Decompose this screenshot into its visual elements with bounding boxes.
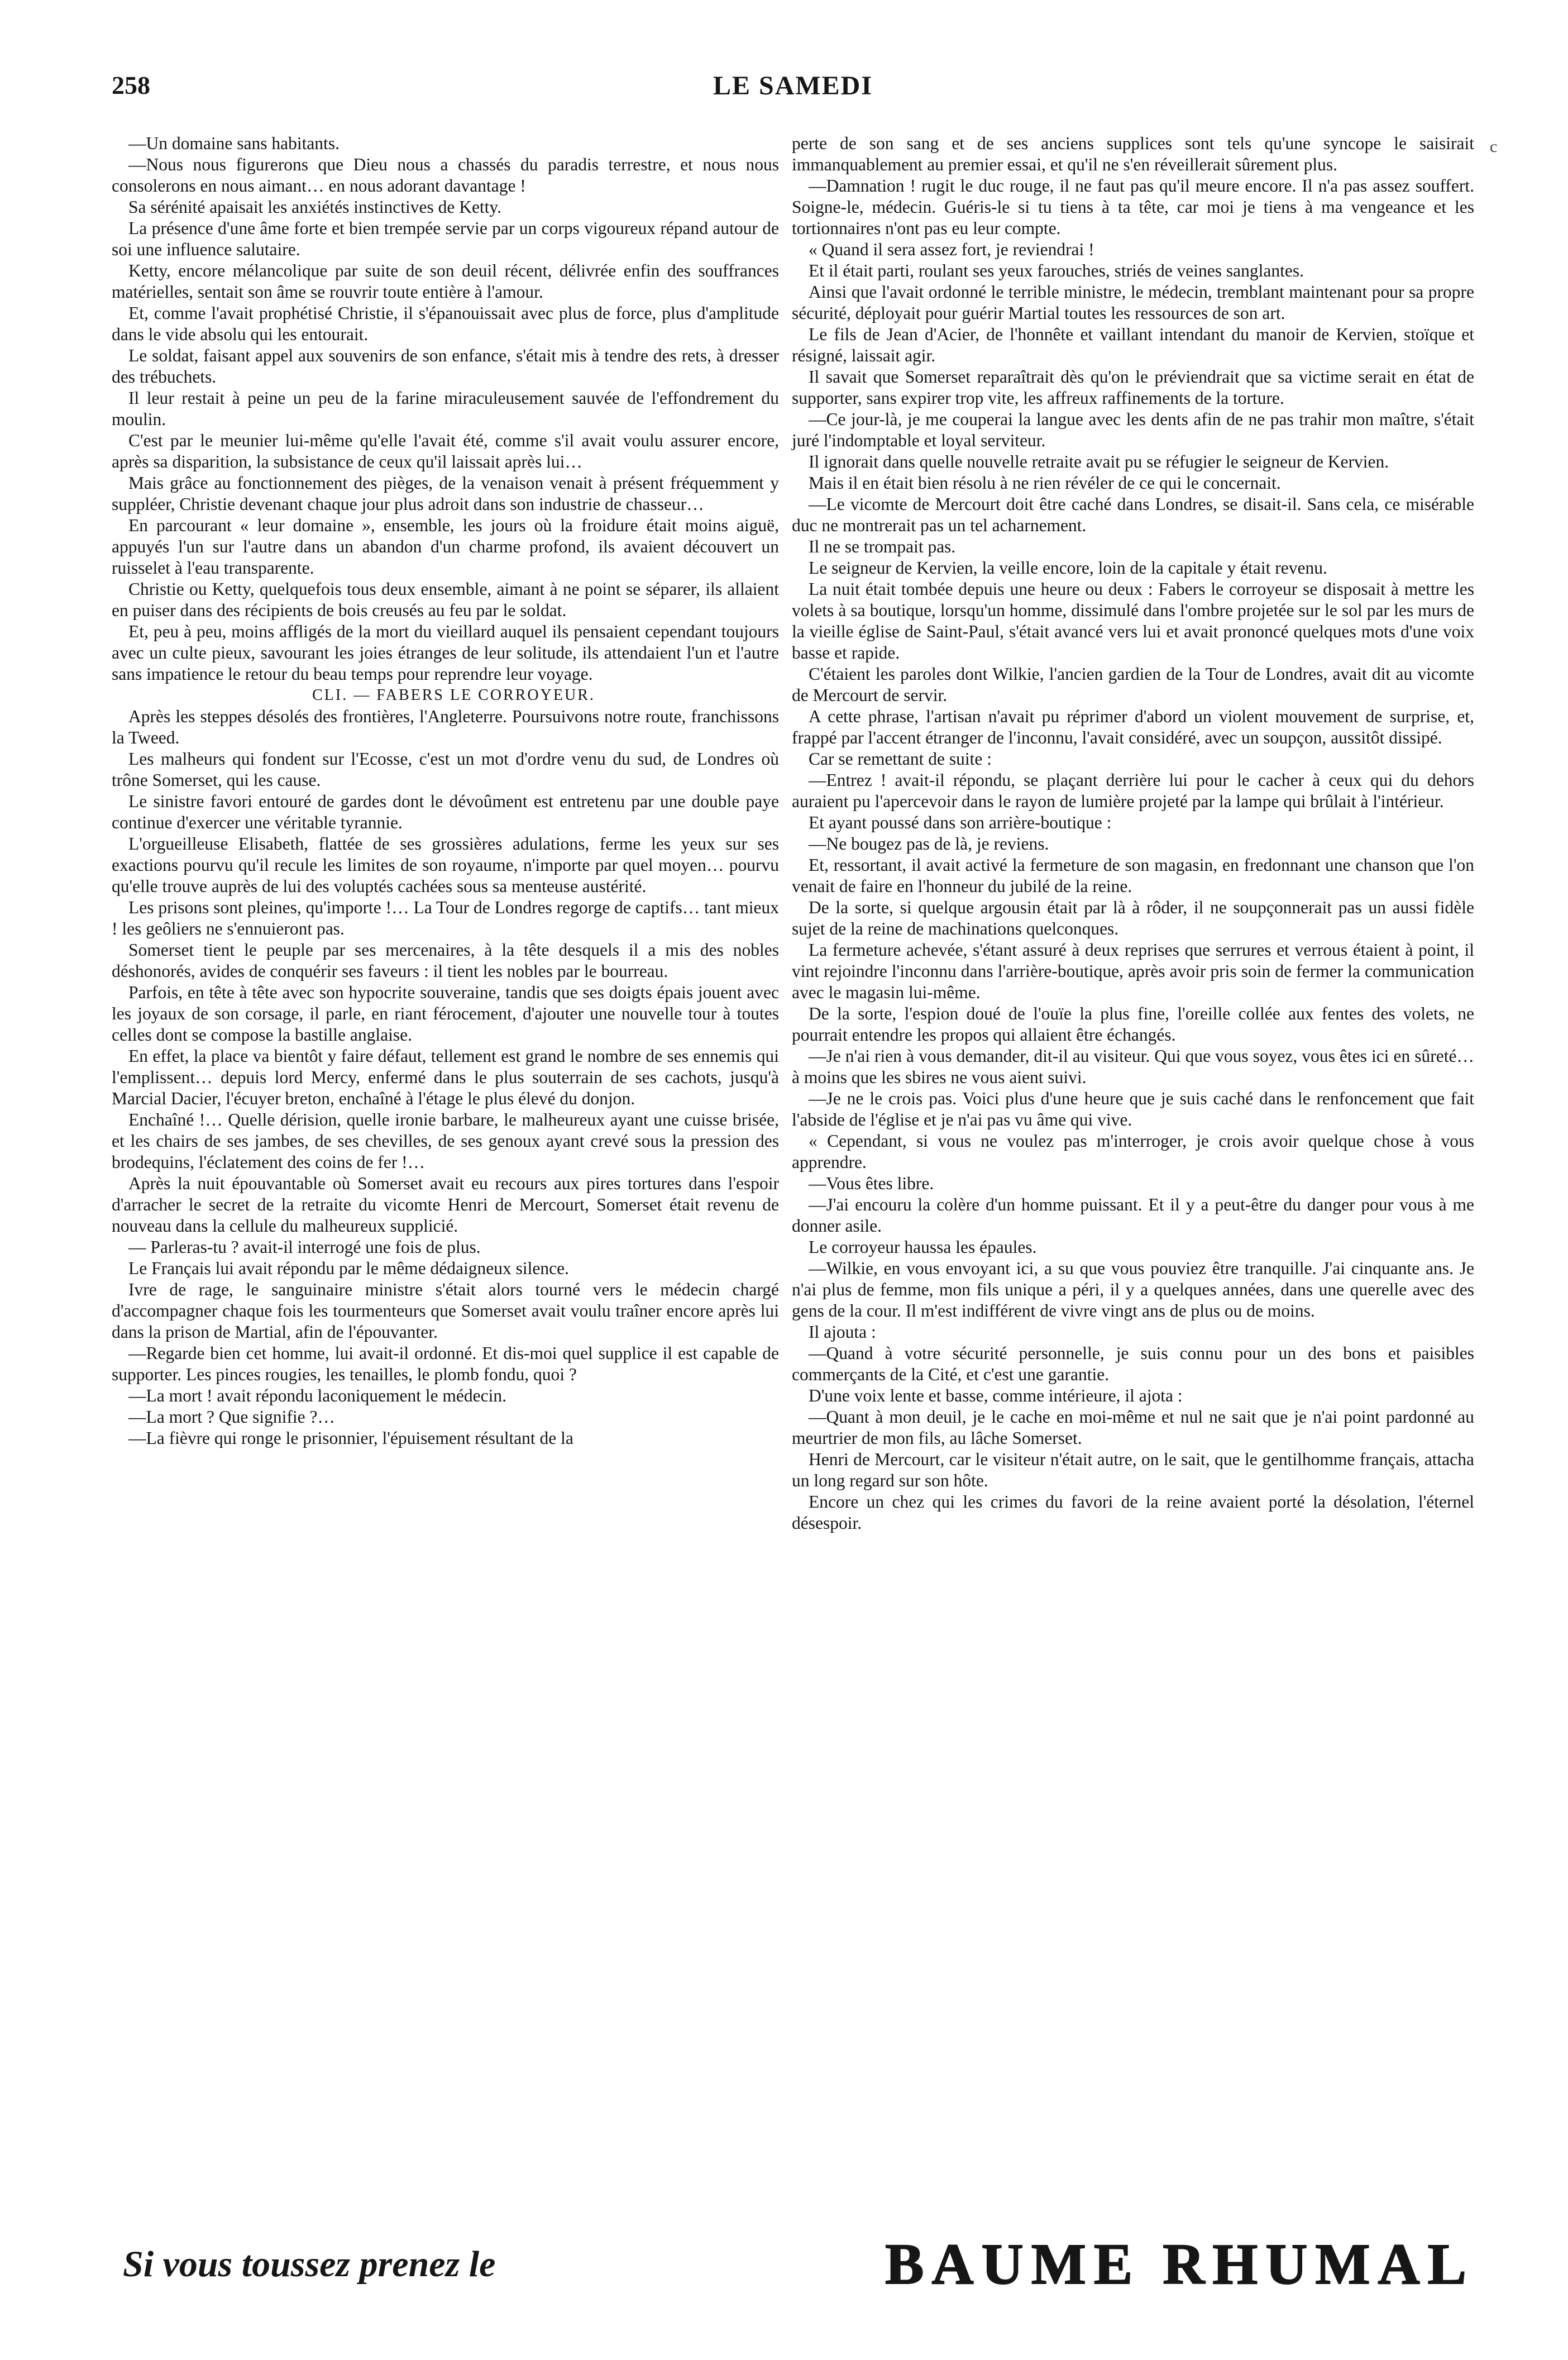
paragraph: —Regarde bien cet homme, lui avait-il ordonné. Et dis-moi quel supplice il est capable de supporter. Les pinces rougies, les tenailles, le plomb fondu, quoi ? — [112, 1343, 779, 1384]
paragraph: —Un domaine sans habitants. — [128, 134, 340, 153]
paragraph: L'orgueilleuse Elisabeth, flattée de ses grossières adulations, ferme les yeux sur ses exactions pourvu qu'il recule les limites de son royaume, n'importe par quel moyen… pourvu qu'elle trouve auprès de lui des voluptés cachées sous sa menteuse austérité. — [112, 834, 779, 896]
paragraph: —Damnation ! rugit le duc rouge, il ne faut pas qu'il meure encore. Il n'a pas assez souffert. Soigne-le, médecin. Guéris-le si tu tiens à ta tête, car moi je tiens à ma vengeance et les tortionnaires n'ont pas eu leur compte. — [792, 176, 1474, 238]
paragraph: Et, peu à peu, moins affligés de la mort du vieillard auquel ils pensaient cependant toujours avec un culte pieux, savourant les joies étranges de leur solitude, ils attendaient l'un et l'autre sans impatience le retour du beau temps pour reprendre leur voyage. — [112, 622, 779, 684]
paragraph: —Entrez ! avait-il répondu, se plaçant derrière lui pour le cacher à ceux qui du dehors auraient pu l'apercevoir dans le rayon de lumière projeté par la lampe qui brûlait à l'intérieur. — [792, 770, 1474, 811]
paragraph: Le corroyeur haussa les épaules. — [809, 1237, 1037, 1257]
left-column — [112, 133, 779, 2228]
paragraph: Henri de Mercourt, car le visiteur n'était autre, on le sait, que le gentilhomme français, attacha un long regard sur son hôte. — [792, 1450, 1474, 1490]
paragraph: Le seigneur de Kervien, la veille encore, loin de la capitale y était revenu. — [809, 558, 1327, 578]
paragraph: Enchaîné !… Quelle dérision, quelle ironie barbare, le malheureux ayant une cuisse brisée, et les chairs de ses jambes, de ses chevilles, de ses genoux ayant crevé sous la pression des brodequins, l'éclatement des coins de fer !… — [112, 1110, 779, 1172]
paragraph: Et il était parti, roulant ses yeux farouches, striés de veines sanglantes. — [809, 261, 1304, 280]
paragraph: —Wilkie, en vous envoyant ici, a su que vous pouviez être tranquille. J'ai cinquante ans. Je n'ai plus de femme, mon fils unique a péri, il y a quelques années, dans une querelle avec des gens de la cour. Il m'est indifférent de vivre vingt ans de plus ou de moins. — [792, 1258, 1474, 1320]
left-column-body-bottom — [112, 706, 779, 1449]
paragraph: —Ce jour-là, je me couperai la langue avec les dents afin de ne pas trahir mon maître, s'était juré l'indomptable et loyal serviteur. — [792, 409, 1474, 450]
paragraph: La présence d'une âme forte et bien trempée servie par un corps vigoureux répand autour de soi une influence salutaire. — [112, 218, 779, 259]
paragraph: Le sinistre favori entouré de gardes dont le dévoûment est entretenu par une double paye continue d'exercer une véritable tyrannie. — [112, 792, 779, 832]
paragraph: A cette phrase, l'artisan n'avait pu réprimer d'abord un violent mouvement de surprise, et, frappé par l'accent étranger de l'inconnu, l'avait considéré, avec un soupçon, aussitôt dissipé. — [792, 707, 1474, 747]
paragraph: —La fièvre qui ronge le prisonnier, l'épuisement résultant de la — [128, 1428, 573, 1448]
paragraph: Ivre de rage, le sanguinaire ministre s'était alors tourné vers le médecin chargé d'accompagner chaque fois les tourmenteurs que Somerset avait voulu traîner encore après lui dans la prison de Martial, afin de l'épouvanter. — [112, 1280, 779, 1342]
advertisement-brand: BAUME RHUMAL — [885, 2232, 1474, 2296]
journal-title: LE SAMEDI — [713, 71, 873, 101]
paragraph: Et, comme l'avait prophétisé Christie, il s'épanouissait avec plus de force, plus d'amplitude dans le vide absolu qui les entourait. — [112, 303, 779, 344]
paragraph: Le soldat, faisant appel aux souvenirs de son enfance, s'était mis à tendre des rets, à dresser des trébuchets. — [112, 346, 779, 387]
margin-mark: c — [1490, 137, 1498, 156]
paragraph: — Parleras-tu ? avait-il interrogé une fois de plus. — [128, 1237, 481, 1257]
left-column-body-top — [112, 133, 779, 685]
paragraph: Après les steppes désolés des frontières, l'Angleterre. Poursuivons notre route, franchissons la Tweed. — [112, 707, 779, 747]
paragraph: —La mort ? Que signifie ?… — [128, 1407, 336, 1427]
paragraph: De la sorte, l'espion doué de l'ouïe la plus fine, l'oreille collée aux fentes des volets, ne pourrait entendre les propos qui allaient être échangés. — [792, 1004, 1474, 1045]
paragraph: C'est par le meunier lui-même qu'elle l'avait été, comme s'il avait voulu assurer encore, après sa disparition, la subsistance de ceux qu'il laissait après lui… — [112, 431, 779, 471]
advertisement-text: Si vous toussez prenez le — [123, 2244, 496, 2285]
chapter-title: CLI. — FABERS LE CORROYEUR. — [312, 686, 595, 704]
paragraph: —J'ai encouru la colère d'un homme puissant. Et il y a peut-être du danger pour vous à me donner asile. — [792, 1195, 1474, 1236]
paragraph: La fermeture achevée, s'étant assuré à deux reprises que serrures et verrous étaient à point, il vint rejoindre l'inconnu dans l'arrière-boutique, après avoir pris soin de fermer la communication avec le magasin lui-même. — [792, 940, 1474, 1002]
paragraph: Et, ressortant, il avait activé la fermeture de son magasin, en fredonnant une chanson que l'on venait de faire en l'honneur du jubilé de la reine. — [792, 855, 1474, 896]
paragraph: Christie ou Ketty, quelquefois tous deux ensemble, aimant à ne point se séparer, ils allaient en puiser dans des récipients de bois creusés au feu par le soldat. — [112, 579, 779, 620]
paragraph: —Le vicomte de Mercourt doit être caché dans Londres, se disait-il. Sans cela, ce misérable duc ne montrerait pas un tel acharnement. — [792, 494, 1474, 535]
paragraph: De la sorte, si quelque argousin était par là à rôder, il ne soupçonnerait pas un aussi fidèle sujet de la reine de machinations quelconques. — [792, 898, 1474, 938]
paragraph: Il ignorait dans quelle nouvelle retraite avait pu se réfugier le seigneur de Kervien. — [809, 452, 1389, 471]
right-column — [792, 133, 1474, 2228]
paragraph: Car se remettant de suite : — [809, 749, 992, 769]
paragraph: —Je ne le crois pas. Voici plus d'une heure que je suis caché dans le renfoncement que fait l'abside de l'église et je n'ai pas vu âme qui vive. — [792, 1089, 1474, 1129]
paragraph: En effet, la place va bientôt y faire défaut, tellement est grand le nombre de ses ennemis qui l'emplissent… depuis lord Mercy, enfermé dans le plus souterrain de ses cachots, jusqu'à Marcial Dacier, l'écuyer breton, enchaîné à l'étage le plus élevé du donjon. — [112, 1046, 779, 1108]
paragraph: —Nous nous figurerons que Dieu nous a chassés du paradis terrestre, et nous nous consolerons en nous aimant… en nous adorant davantage ! — [112, 155, 779, 196]
paragraph: Les prisons sont pleines, qu'importe !… La Tour de Londres regorge de captifs… tant mieux ! les geôliers ne s'ennuieront pas. — [112, 898, 779, 938]
paragraph: Parfois, en tête à tête avec son hypocrite souveraine, tandis que ses doigts épais jouent avec les joyaux de son corsage, il parle, en riant férocement, d'ajouter une nouvelle tour à toutes celles dont se compose la bastille anglaise. — [112, 983, 779, 1045]
right-column-body — [792, 133, 1474, 1534]
paragraph: perte de son sang et de ses anciens supplices sont tels qu'une syncope le saisirait immanquablement au premier essai, et qu'il ne s'en réveillerait sûrement plus. — [792, 134, 1474, 174]
page-header — [112, 70, 1474, 104]
paragraph: Et ayant poussé dans son arrière-boutique : — [809, 813, 1112, 832]
paragraph: Après la nuit épouvantable où Somerset avait eu recours aux pires tortures dans l'espoir d'arracher le secret de la retraite du vicomte Henri de Mercourt, Somerset était revenu de nouveau dans la cellule du malheureux supplicié. — [112, 1174, 779, 1236]
paragraph: La nuit était tombée depuis une heure ou deux : Fabers le corroyeur se disposait à mettre les volets à sa boutique, lorsqu'un homme, dissimulé dans l'ombre projetée sur le sol par les murs de la vieille église de Saint-Paul, s'était avancé vers lui et avait prononcé quelques mots d'une voix basse et rapide. — [792, 579, 1474, 662]
paragraph: Il leur restait à peine un peu de la farine miraculeusement sauvée de l'effondrement du moulin. — [112, 388, 779, 429]
paragraph: Sa sérénité apaisait les anxiétés instinctives de Ketty. — [128, 197, 502, 217]
paragraph: —Quand à votre sécurité personnelle, je suis connu pour un des bons et paisibles commerçants de la Cité, et c'est une garantie. — [792, 1343, 1474, 1384]
paragraph: —Vous êtes libre. — [809, 1174, 934, 1193]
paragraph: C'étaient les paroles dont Wilkie, l'ancien gardien de la Tour de Londres, avait dit au vicomte de Mercourt de servir. — [792, 664, 1474, 705]
paragraph: —Je n'ai rien à vous demander, dit-il au visiteur. Qui que vous soyez, vous êtes ici en sûreté… à moins que les sbires ne vous aient suivi. — [792, 1046, 1474, 1087]
paragraph: Ketty, encore mélancolique par suite de son deuil récent, délivrée enfin des souffrances matérielles, sentait son âme se rouvrir toute entière à l'amour. — [112, 261, 779, 302]
paragraph: « Quand il sera assez fort, je reviendrai ! — [809, 240, 1094, 259]
paragraph: —Ne bougez pas de là, je reviens. — [809, 834, 1049, 854]
paragraph: D'une voix lente et basse, comme intérieure, il ajota : — [809, 1386, 1183, 1405]
paragraph: Somerset tient le peuple par ses mercenaires, à la tête desquels il a mis des nobles déshonorés, avides de conquérir ses faveurs : il tient les nobles par le bourreau. — [112, 940, 779, 981]
paragraph: Ainsi que l'avait ordonné le terrible ministre, le médecin, tremblant maintenant pour sa propre sécurité, déployait pour guérir Martial toutes les ressources de son art. — [792, 282, 1474, 323]
paragraph: Le Français lui avait répondu par le même dédaigneux silence. — [128, 1258, 569, 1278]
paragraph: Le fils de Jean d'Acier, de l'honnête et vaillant intendant du manoir de Kervien, stoïque et résigné, laissait agir. — [792, 325, 1474, 365]
paragraph: Encore un chez qui les crimes du favori de la reine avaient porté la désolation, l'éternel désespoir. — [792, 1492, 1474, 1533]
paragraph: Mais il en était bien résolu à ne rien révéler de ce qui le concernait. — [809, 473, 1281, 493]
page-number: 258 — [112, 71, 150, 99]
paragraph: Mais grâce au fonctionnement des pièges, de la venaison venait à présent fréquemment y suppléer, Christie devenant chaque jour plus adroit dans son industrie de chasseur… — [112, 473, 779, 514]
paragraph: En parcourant « leur domaine », ensemble, les jours où la froidure était moins aiguë, appuyés l'un sur l'autre dans un abandon d'un charme profond, ils avaient découvert un ruisselet à l'eau transparente. — [112, 516, 779, 578]
paragraph: Il ajouta : — [809, 1322, 876, 1342]
paragraph: Il savait que Somerset reparaîtrait dès qu'on le préviendrait que sa victime serait en état de supporter, sans expirer trop vite, les affreux raffinements de la torture. — [792, 367, 1474, 408]
advertisement-banner — [112, 2229, 1474, 2296]
paragraph: « Cependant, si vous ne voulez pas m'interroger, je crois avoir quelque chose à vous apprendre. — [792, 1131, 1474, 1172]
paragraph: —Quant à mon deuil, je le cache en moi-même et nul ne sait que je n'ai point pardonné au meurtrier de mon fils, au lâche Somerset. — [792, 1407, 1474, 1448]
paragraph: Les malheurs qui fondent sur l'Ecosse, c'est un mot d'ordre venu du sud, de Londres où trône Somerset, qui les cause. — [112, 749, 779, 790]
paragraph: Il ne se trompait pas. — [809, 537, 956, 556]
paragraph: —La mort ! avait répondu laconiquement le médecin. — [128, 1386, 507, 1405]
